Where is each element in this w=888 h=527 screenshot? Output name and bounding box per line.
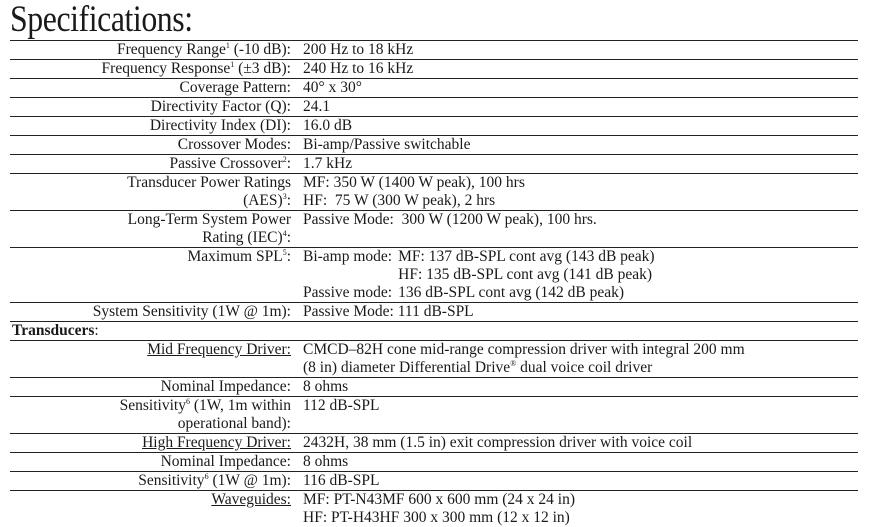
spec-label: Coverage Pattern: bbox=[10, 79, 299, 98]
spec-label: Long-Term System Power Rating (IEC)$^4$: bbox=[10, 211, 299, 248]
spec-label: High Frequency Driver: bbox=[10, 434, 299, 453]
spec-label: Crossover Modes: bbox=[10, 136, 299, 155]
spec-row-high-frequency-driver bbox=[10, 434, 858, 453]
spec-label: Waveguides: bbox=[10, 491, 299, 527]
spec-value: CMCD–82H cone mid-range compression driver with integral 200 mm (8 in) diameter Differential Drive® dual voice coil driver bbox=[299, 341, 858, 378]
spec-value: 2432H, 38 mm (1.5 in) exit compression driver with voice coil bbox=[299, 434, 858, 453]
spec-row-coverage-pattern bbox=[10, 79, 858, 98]
spec-value: 16.0 dB bbox=[299, 117, 858, 136]
spec-value: 24.1 bbox=[299, 98, 858, 117]
spec-label: Mid Frequency Driver: bbox=[10, 341, 299, 378]
spec-row-frequency-range bbox=[10, 41, 858, 60]
spec-value: 112 dB-SPL bbox=[299, 397, 858, 434]
spec-row-maximum-spl bbox=[10, 248, 858, 303]
spec-value: MF: 350 W (1400 W peak), 100 hrs HF: 75 W (300 W peak), 2 hrs bbox=[299, 174, 858, 211]
specifications-table bbox=[10, 40, 858, 527]
spec-label: Directivity Factor (Q): bbox=[10, 98, 299, 117]
spec-label: Directivity Index (DI): bbox=[10, 117, 299, 136]
spec-label: Maximum SPL$^5$: bbox=[10, 248, 299, 303]
spec-row-crossover-modes bbox=[10, 136, 858, 155]
spec-label: System Sensitivity (1W @ 1m): bbox=[10, 303, 299, 322]
spec-value: Passive Mode: 111 dB-SPL bbox=[299, 303, 858, 322]
spec-label: Transducer Power Ratings (AES)$^3$: bbox=[10, 174, 299, 211]
spec-row-long-term-power bbox=[10, 211, 858, 248]
spec-label: Nominal Impedance: bbox=[10, 453, 299, 472]
spec-row-mf-sensitivity bbox=[10, 397, 858, 434]
spec-row-hf-nominal-impedance bbox=[10, 453, 858, 472]
spec-value: 240 Hz to 16 kHz bbox=[299, 60, 858, 79]
spec-row-waveguides bbox=[10, 491, 858, 527]
spec-value: 40° x 30° bbox=[299, 79, 858, 98]
spec-value: 8 ohms bbox=[299, 378, 858, 397]
spec-label: Nominal Impedance: bbox=[10, 378, 299, 397]
spec-value: 8 ohms bbox=[299, 453, 858, 472]
spec-row-system-sensitivity bbox=[10, 303, 858, 322]
page-title: Specifications: bbox=[10, 0, 193, 42]
spec-value bbox=[299, 248, 858, 303]
section-header-transducers bbox=[10, 322, 858, 341]
spec-label: Frequency Range$^1$ (-10 dB): bbox=[10, 41, 299, 60]
section-label: Transducers: bbox=[10, 322, 858, 341]
spec-label: Sensitivity$^6$ (1W, 1m within operational band): bbox=[10, 397, 299, 434]
spec-label: Frequency Response$^1$ (±3 dB): bbox=[10, 60, 299, 79]
spec-value: 116 dB-SPL bbox=[299, 472, 858, 491]
spec-row-passive-crossover bbox=[10, 155, 858, 174]
spec-label: Sensitivity$^6$ (1W @ 1m): bbox=[10, 472, 299, 491]
spec-row-hf-sensitivity bbox=[10, 472, 858, 491]
spec-row-frequency-response bbox=[10, 60, 858, 79]
spec-value: Passive Mode: 300 W (1200 W peak), 100 hrs. bbox=[299, 211, 858, 248]
spec-row-directivity-index bbox=[10, 117, 858, 136]
spec-value: MF: PT-N43MF 600 x 600 mm (24 x 24 in) HF: PT-H43HF 300 x 300 mm (12 x 12 in) bbox=[299, 491, 858, 527]
spec-row-transducer-power bbox=[10, 174, 858, 211]
max-spl-grid: Bi-amp mode: MF: 137 dB-SPL cont avg (143 dB peak) HF: 135 dB-SPL cont avg (141 dB peak) Passive mode: 136 dB-SPL cont avg (142 dB peak) bbox=[303, 248, 655, 302]
spec-row-mid-frequency-driver bbox=[10, 341, 858, 378]
spec-value: 1.7 kHz bbox=[299, 155, 858, 174]
spec-row-mf-nominal-impedance bbox=[10, 378, 858, 397]
spec-label: Passive Crossover$^2$: bbox=[10, 155, 299, 174]
spec-value: Bi-amp/Passive switchable bbox=[299, 136, 858, 155]
spec-value: 200 Hz to 18 kHz bbox=[299, 41, 858, 60]
spec-row-directivity-factor bbox=[10, 98, 858, 117]
